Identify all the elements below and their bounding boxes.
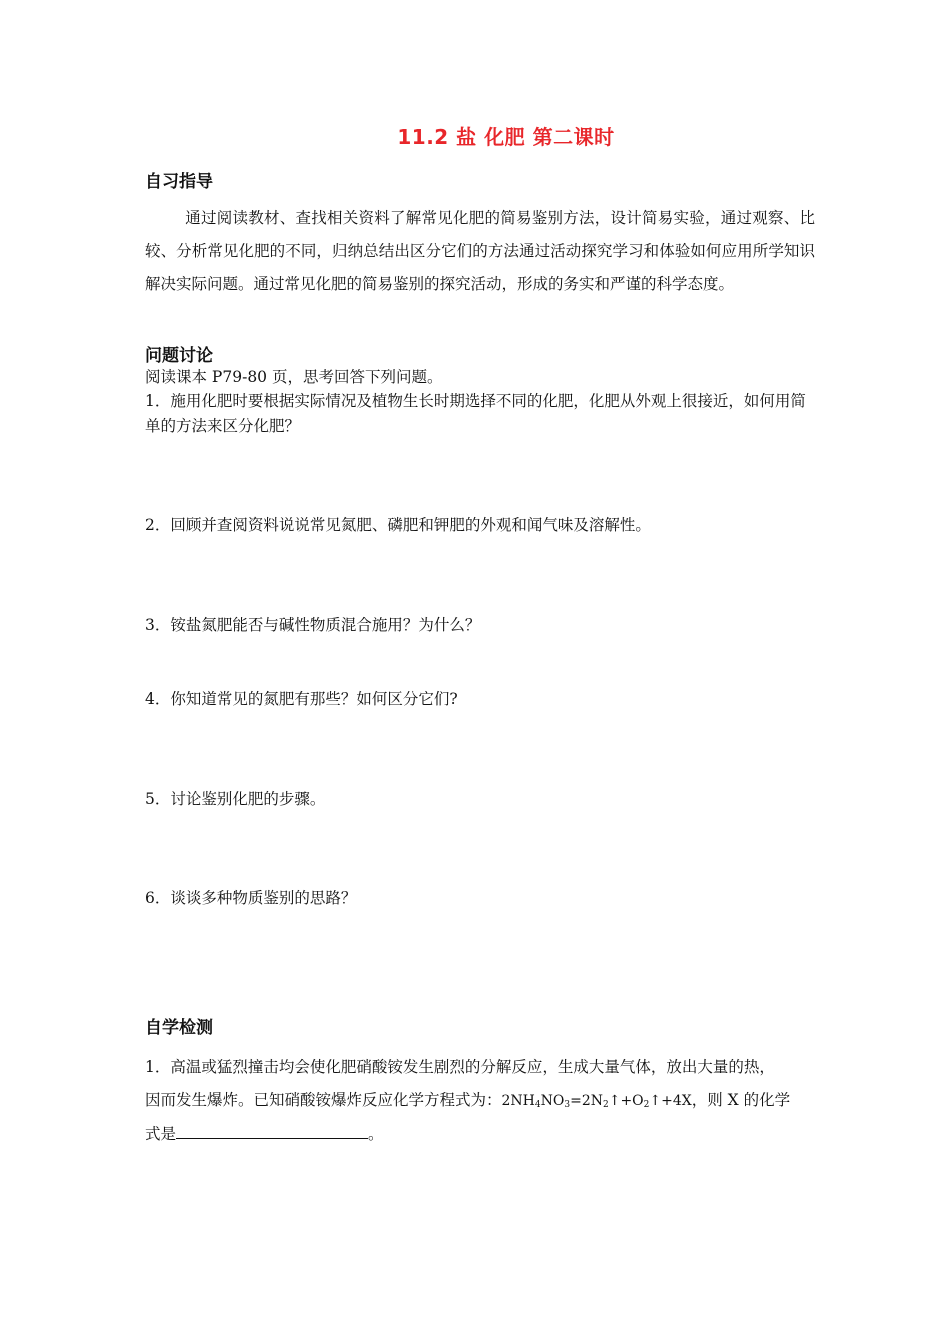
question-3: 3．铵盐氮肥能否与碱性物质混合施用？为什么？ [145, 616, 481, 634]
self-study-guide-text: 通过阅读教材、查找相关资料了解常见化肥的简易鉴别方法，设计简易实验，通过观察、比较、分析常见化肥的不同，归纳总结出区分它们的方法通过活动探究学习和体验如何应用所学知识解决实际问题。通过常见化肥的简易鉴别的探究活动，形成的务实和严谨的科学态度。 [145, 209, 815, 293]
answer-blank[interactable] [176, 1122, 368, 1139]
section-heading-discussion: 问题讨论 [145, 346, 213, 366]
q1-line3-prefix: 式是 [145, 1125, 177, 1143]
question-4: 4．你知道常见的氮肥有那些？如何区分它们? [145, 690, 458, 708]
chemical-equation [502, 1093, 692, 1109]
self-test-q1-line2 [145, 1089, 815, 1116]
self-test-q1-line3 [145, 1122, 815, 1145]
q1-line2-suffix: ，则 X 的化学 [691, 1091, 791, 1109]
question-5: 5．讨论鉴别化肥的步骤。 [145, 790, 326, 808]
q1-line3-suffix: 。 [368, 1125, 384, 1143]
question-2: 2．回顾并查阅资料说说常见氮肥、磷肥和钾肥的外观和闻气味及溶解性。 [145, 516, 651, 534]
section-heading-self-test: 自学检测 [145, 1018, 213, 1038]
eq-subscript: 3 [564, 1100, 571, 1110]
page-title: 11.2 盐 化肥 第二课时 [397, 125, 615, 149]
eq-part: =2N [570, 1093, 603, 1109]
self-study-guide-paragraph [145, 202, 815, 301]
eq-part: NO [540, 1093, 565, 1109]
eq-part: 2NH [501, 1093, 535, 1109]
eq-part: ↑+4X [649, 1093, 692, 1109]
eq-subscript: 2 [602, 1100, 609, 1110]
q1-line2-text: 因而发生爆炸。已知硝酸铵爆炸反应化学方程式为： [145, 1091, 502, 1109]
discussion-intro: 阅读课本 P79-80 页，思考回答下列问题。 [145, 368, 443, 386]
eq-subscript: 2 [643, 1100, 650, 1110]
self-test-q1-line1: 1．高温或猛烈撞击均会使化肥硝酸铵发生剧烈的分解反应，生成大量气体，放出大量的热， [145, 1058, 775, 1076]
section-heading-self-study-guide: 自习指导 [145, 172, 213, 192]
eq-part: ↑+O [608, 1093, 644, 1109]
eq-subscript: 4 [534, 1100, 541, 1110]
question-1: 1．施用化肥时要根据实际情况及植物生长时期选择不同的化肥，化肥从外观上很接近，如何用简单的方法来区分化肥？ [145, 392, 806, 435]
question-6: 6．谈谈多种物质鉴别的思路？ [145, 889, 357, 907]
